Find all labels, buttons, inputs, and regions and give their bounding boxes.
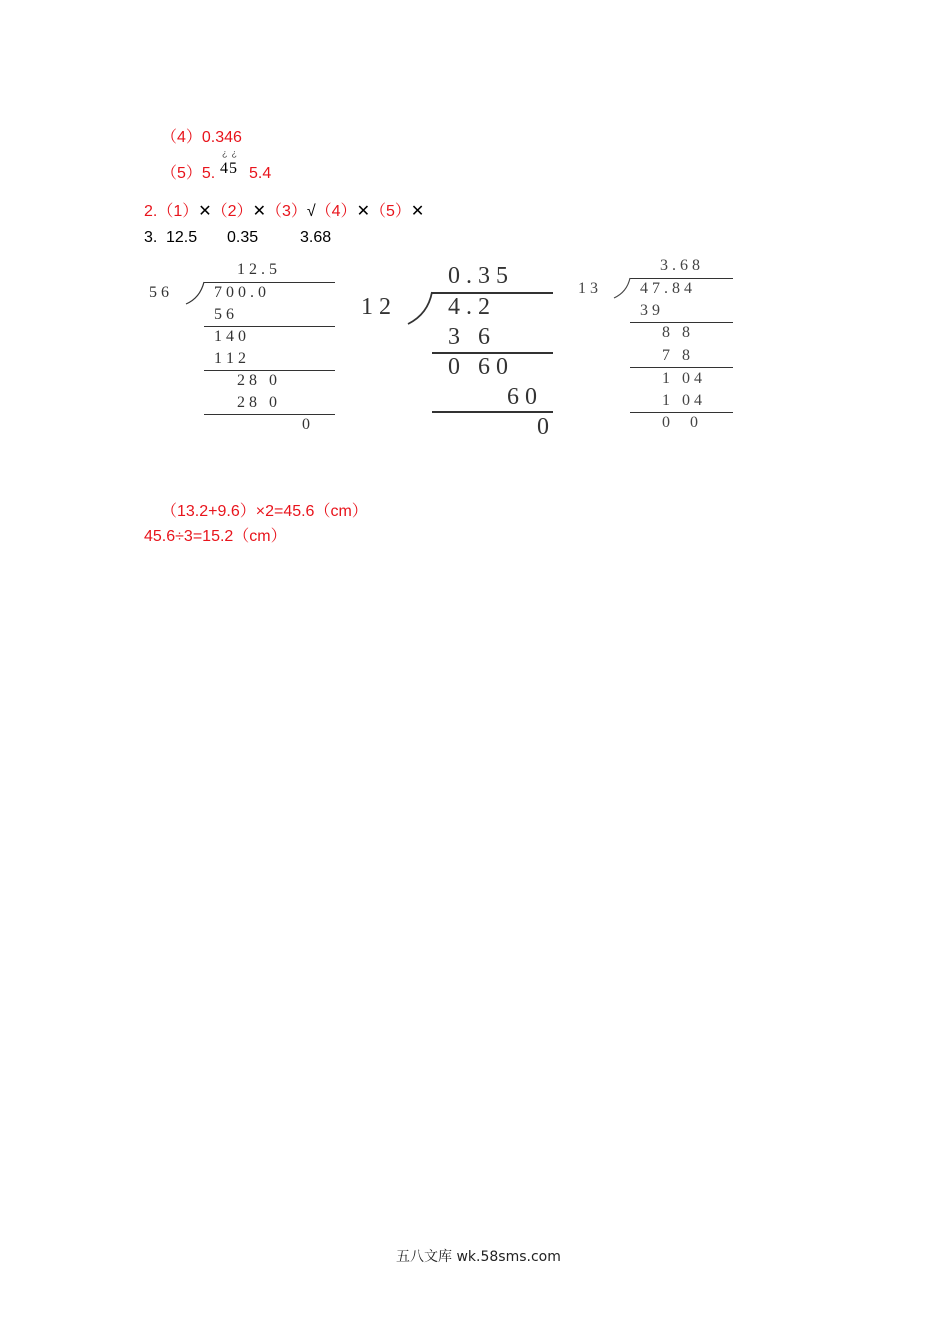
division-rule	[630, 367, 733, 368]
division-row: 5 6	[214, 306, 234, 323]
calc-line-1: （13.2+9.6）×2=45.6（cm）	[161, 503, 368, 520]
answer-3-line	[144, 228, 157, 248]
division-row: 2 8 0	[237, 394, 277, 411]
division-rule	[630, 412, 733, 413]
answer-index: （5）	[161, 165, 202, 182]
division-rule	[204, 414, 335, 415]
cross-mark: ✕	[252, 203, 266, 220]
section-label: 2.	[144, 203, 158, 220]
answer-prefix: 5.	[201, 165, 216, 182]
division-row: 3 9	[640, 302, 660, 319]
page-footer: 五八文库 wk.58sms.com	[396, 1249, 561, 1265]
division-remainder: 0 0	[662, 414, 698, 431]
answer-3-value-3: 3.68	[300, 229, 332, 246]
division-row: 6 0	[507, 384, 537, 410]
division-quotient: 1 2 . 5	[237, 261, 277, 278]
section-label: 3.	[144, 229, 158, 246]
division-divisor: 1 3	[578, 280, 598, 297]
division-quotient: 3 . 6 8	[660, 257, 700, 274]
division-row: 7 8	[662, 347, 690, 364]
division-bar	[432, 292, 553, 294]
answer-1-5	[161, 164, 215, 184]
item-index: （4）	[315, 203, 357, 220]
repeat-dot-marks: ¿¿	[222, 148, 241, 158]
answer-value: 0.346	[201, 129, 242, 146]
division-row: 1 1 2	[214, 350, 246, 367]
answer-2-line	[144, 202, 424, 222]
division-row: 3 6	[448, 324, 490, 350]
repeat-digits: 45	[220, 160, 238, 177]
item-index: （3）	[265, 203, 307, 220]
division-rule	[630, 322, 733, 323]
answer-value-2: 5.4	[249, 165, 272, 182]
division-bar	[630, 278, 733, 279]
division-bracket	[186, 282, 206, 306]
check-mark: √	[306, 203, 316, 220]
division-row: 1 0 4	[662, 370, 702, 387]
division-dividend: 4 7 . 8 4	[640, 280, 692, 297]
division-dividend: 7 0 0 . 0	[214, 284, 266, 301]
division-row: 1 4 0	[214, 328, 246, 345]
division-bracket	[408, 292, 434, 326]
answer-3-value-2: 0.35	[227, 229, 259, 246]
answer-3-value-1: 12.5	[166, 229, 198, 246]
answer-index: （4）	[161, 129, 202, 146]
item-index: （2）	[211, 203, 253, 220]
division-row: 2 8 0	[237, 372, 277, 389]
division-row: 8 8	[662, 324, 690, 341]
division-divisor: 1 2	[361, 294, 391, 320]
division-rule	[432, 352, 553, 354]
item-index: （5）	[369, 203, 411, 220]
division-divisor: 5 6	[149, 284, 169, 301]
division-remainder: 0	[537, 414, 549, 440]
division-rule	[432, 411, 553, 413]
division-dividend: 4 . 2	[448, 294, 490, 320]
division-rule	[204, 326, 335, 327]
division-bar	[204, 282, 335, 283]
item-index: （1）	[157, 203, 199, 220]
answer-1-4	[161, 128, 242, 148]
division-bracket	[614, 278, 632, 300]
division-row: 0 6 0	[448, 354, 508, 380]
cross-mark: ✕	[198, 203, 212, 220]
division-rule	[204, 370, 335, 371]
cross-mark: ✕	[410, 203, 425, 220]
division-remainder: 0	[302, 416, 310, 433]
division-quotient: 0 . 3 5	[448, 263, 508, 289]
calc-line-2: 45.6÷3=15.2（cm）	[144, 528, 287, 545]
cross-mark: ✕	[356, 203, 370, 220]
division-row: 1 0 4	[662, 392, 702, 409]
